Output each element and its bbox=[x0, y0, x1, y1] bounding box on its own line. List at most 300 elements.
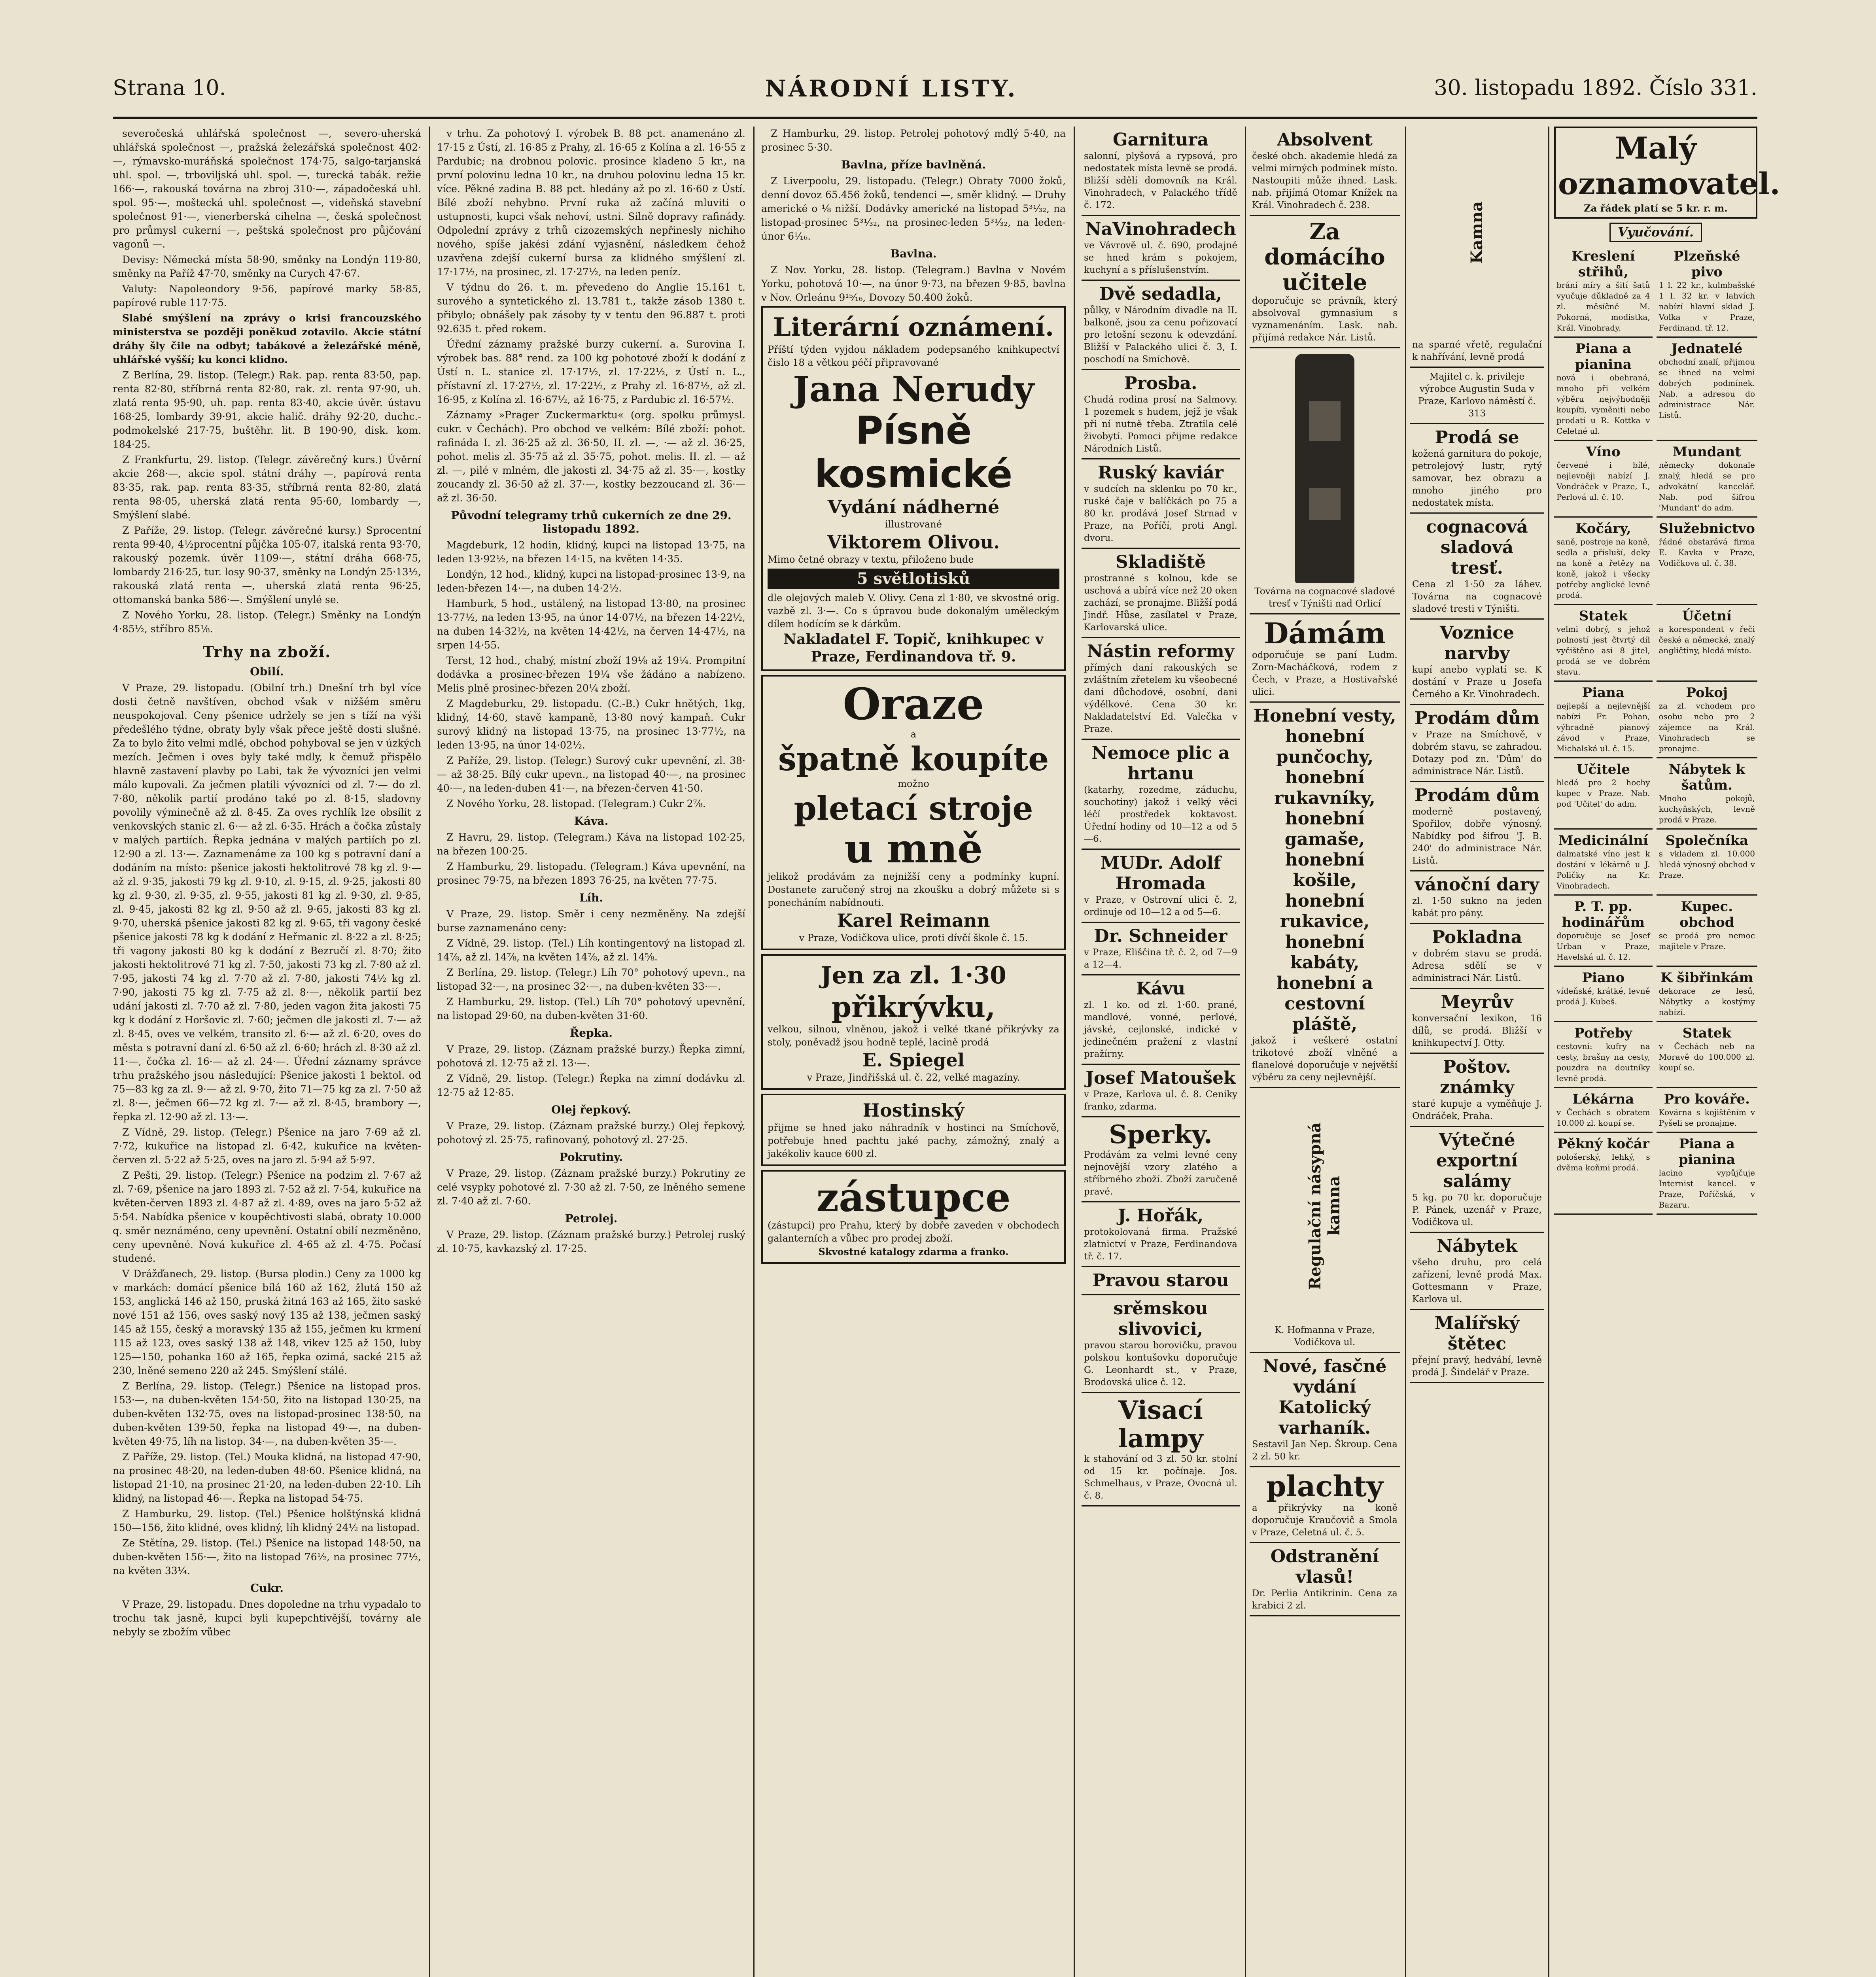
ad-body: doporučuje se Josef Urban v Praze, Havelská ul. č. 12. bbox=[1556, 931, 1650, 962]
classified-ad bbox=[1410, 424, 1544, 514]
paragraph: V Praze, 29. listop. (Záznam pražské burzy.) Olej řepkový, pohotový zl. 25·75, rafinovaný, pohotový zl. 27·25. bbox=[437, 1120, 745, 1145]
ad-title: Služebnictvo bbox=[1659, 521, 1755, 537]
paragraph: Z Nov. Yorku, 28. listop. (Telegram.) Bavlna v Novém Yorku, pohotová 10·—, na únor 9·73, na březen 9·85, bavlna v Nov. Orleánu 9¹⁵⁄₁₆, Dovozy 50.400 žoků. bbox=[761, 264, 1066, 303]
classified-ad bbox=[1410, 1054, 1544, 1127]
paragraph: Slabé smýšlení na zprávy o krisi francouzského ministerstva se později poněkud zotavilo. Akcie státní dráhy šly čile na odbyt; tabákové a železářské méně, uhlářské vyšší; ku konci klidno. bbox=[113, 312, 421, 365]
ad-title: Statek bbox=[1579, 608, 1628, 624]
ad-body: v Praze na Smíchově, v dobrém stavu, se zahradou. Dotazy pod zn. 'Dům' do administrace Nár. Listů. bbox=[1412, 730, 1542, 777]
ad-body: se prodá pro nemoc majitele v Praze. bbox=[1659, 931, 1755, 951]
small-ad bbox=[1657, 338, 1757, 441]
small-ads-rate: Za řádek platí se 5 kr. r. m. bbox=[1584, 202, 1728, 214]
ad-body: ve Vávrově ul. č. 690, prodajné se hned krám s pokojem, kuchyní a s příslušenstvím. bbox=[1084, 240, 1237, 275]
classified-ad bbox=[1082, 216, 1240, 281]
author-name: Jana Nerudy bbox=[793, 369, 1034, 410]
ad-body: a korespondent v řeči české a německé, znalý angličtiny, hledá místo. bbox=[1659, 624, 1755, 655]
ad-title: Pro kováře. bbox=[1664, 1091, 1750, 1107]
small-ad bbox=[1554, 518, 1653, 605]
ad-body: hledá pro 2 hochy kupec v Praze. Nab. pod 'Učitel' do adm. bbox=[1556, 778, 1650, 809]
ad-headline: špatně koupíte bbox=[778, 740, 1049, 778]
classified-ad bbox=[1082, 281, 1240, 370]
ad-body: salonní, plyšová a rypsová, pro nedostatek místa levně se prodá. Bližší sdělí domovník na Král. Vinohradech, v Palackého třídě č. 172. bbox=[1084, 151, 1237, 210]
paragraph: Valuty: Napoleondory 9·56, papírové marky 58·85, papírové ruble 117·75. bbox=[113, 283, 421, 308]
paragraph: Z Hamburku, 29. listopadu. (Telegram.) Káva upevnění, na prosinec 79·75, na březen 1893 76·25, na květen 77·75. bbox=[437, 861, 745, 886]
paragraph: Hamburk, 5 hod., ustálený, na listopad 13·80, na prosinec 13·77½, na leden 13·95, na únor 14·07½, na březen 14·22½, na duben 14·32½, na květen 14·42½, na červen 14·47½, na srpen 14·55. bbox=[437, 598, 745, 651]
ad-body: odporučuje se paní Ludm. Zorn-Macháčková, rodem z Čech, v Praze, a Hostivařské ulici. bbox=[1252, 650, 1398, 697]
ad-title: cognacová sladová tresť. bbox=[1426, 517, 1528, 578]
column-divider bbox=[429, 127, 430, 1977]
ad-text: jelikož prodávám za nejnižší ceny a podmínky kupní. Dostanete zaručený stroj na zkoušku a dobrý můžete si s ponecháním nabídnouti. bbox=[768, 871, 1059, 908]
ad-body: pološerský, lehký, s dvěma koňmi prodá. bbox=[1556, 1152, 1650, 1172]
ad-title: Sperky. bbox=[1109, 1120, 1212, 1149]
classified-ad bbox=[1082, 459, 1240, 549]
classified-ad bbox=[1410, 924, 1544, 989]
paragraph: Terst, 12 hod., chabý, místní zboží 19⅛ až 19¼. Prompitní dodávka a prosinec-březen 19¼ vše žádáno a nabízeno. Melis plně prosinec-březen 20¼ zboží. bbox=[437, 655, 745, 694]
issue-date: 30. listopadu 1892. Číslo 331. bbox=[1433, 75, 1757, 100]
ad-headline: Oraze bbox=[843, 679, 984, 730]
ad-title: Meyrův bbox=[1441, 992, 1513, 1012]
ad-title: Absolvent bbox=[1277, 130, 1373, 150]
ad-title: Piano bbox=[1582, 970, 1625, 986]
ad-body: doporučuje se právník, který absolvoval gymnasium s vyznamenáním. Lask. nab. přijímá redakce Nár. Listů. bbox=[1252, 296, 1398, 343]
classified-ad bbox=[1250, 1467, 1400, 1543]
ad-title: Učitele bbox=[1576, 762, 1630, 777]
small-ad bbox=[1554, 1088, 1653, 1133]
classified-ad bbox=[1082, 370, 1240, 459]
subsection-heading: Petrolej. bbox=[565, 1212, 618, 1225]
ad-title: Dr. Schneider bbox=[1094, 926, 1227, 946]
ad-body: za zl. vchodem pro osobu nebo pro 2 zájemce na Král. Vinohradech se pronajme. bbox=[1659, 701, 1755, 753]
classified-ad bbox=[1250, 614, 1400, 703]
ad-body: konversační lexikon, 16 dílů, se prodá. Bližší v knihkupectví J. Otty. bbox=[1412, 1013, 1542, 1048]
advertiser-name: E. Spiegel bbox=[862, 1049, 965, 1071]
ad-body: pravou starou borovičku, pravou polskou kontušovku doporučuje G. Leonhardt st., v Praze, Brodovská ulice č. 12. bbox=[1084, 1340, 1237, 1387]
agent-ad bbox=[761, 1170, 1066, 1264]
knitting-machine-ad bbox=[761, 675, 1066, 950]
ad-title: Jednatelé bbox=[1671, 341, 1743, 357]
paragraph: Z Hamburku, 29. listop. (Tel.) Pšenice holštýnská klidná 150—156, žito klidné, oves klidný, líh klidný 24½ na listopad. bbox=[113, 1508, 421, 1533]
ad-title: Nástin reformy bbox=[1087, 641, 1235, 662]
column-divider bbox=[753, 127, 755, 1977]
small-ad bbox=[1554, 441, 1653, 518]
ad-body: nejlepší a nejlevnější nabízí Fr. Pohan, výhradně pianový závod v Praze, Michalská ul. č. 15. bbox=[1556, 701, 1650, 753]
paragraph: Záznamy »Prager Zuckermarktu« (org. spolku průmysl. cukr. v Čechách). Pro obchod ve velkém: Bílé zboží: pohot. rafináda I. zl. 36·25 až zl. 36·50, II. zl. —, ·— až zl. 36·25, pohot. melis zl. 35·75 až zl. 35·75, pohot. melis. II. zl. — až zl. —, pilé v mlném, dle jakosti zl. 34·75 až zl. 35·—, kostky zoucandy zl. 36·50 až zl. 37·—, kostky bezzoucand zl. 36·— až zl. 36·50. bbox=[437, 409, 745, 504]
paragraph: Z Frankfurtu, 29. listop. (Telegr. závěrečný kurs.) Úvěrní akcie 268·—, akcie spol. státní dráhy —, papírová renta 83·35, rak. pap. renta 83·35, stříbrná renta 82·80, zlatá renta 98·05, uherská zlatá renta 95·60, lombardy —, Smýšlení slabé. bbox=[113, 454, 421, 521]
paragraph: Úřední záznamy pražské burzy cukerní. a. Surovina I. výrobek bas. 88° rend. za 100 kg pohotové zboží k dodání z Ústí n. L. stanice zl. 17·17½, zl. 17·22½, z Ústí n. L., přístavní zl. 17·27½, zl. 17·22½, z Prahy zl. 16·87½, až zl. 16·95, z Kolína zl. 16·67½, až 16·75, z Pardubic zl. 16·57½. bbox=[437, 338, 745, 405]
ad-word: možno bbox=[898, 778, 929, 789]
illustrator-name: Viktorem Olivou. bbox=[827, 531, 1000, 553]
ad-body: v Praze, v Ostrovní ulici č. 2, ordinuje od 10—12 a od 5—6. bbox=[1084, 895, 1237, 917]
ad-body: kupí anebo vyplatí se. K dostání v Praze u Josefa Černého a Kr. Vinohradech. bbox=[1412, 665, 1542, 699]
paragraph: Londýn, 12 hod., klidný, kupci na listopad-prosinec 13·9, na leden-březen 14·—, na duben 14·2½. bbox=[437, 569, 745, 594]
subsection-heading: Pokrutiny. bbox=[559, 1151, 623, 1164]
advertiser-name: Karel Reimann bbox=[837, 910, 990, 931]
ad-body: půlky, v Národním divadle na II. balkoně, jsou za cenu pořizovací pro letošní sezonu k odevzdání. Bližší v Palackého ulici č. 3, I. poschodí na Smíchově. bbox=[1084, 305, 1237, 365]
ad-title: Pokoj bbox=[1686, 685, 1728, 701]
paragraph: Ze Stětína, 29. listop. (Tel.) Pšenice na listopad 148·50, na duben-květen 156·—, žito na listopad 76½, na prosinec 77½, na květen 33¼. bbox=[113, 1537, 421, 1576]
ad-body: obchodní znalí, přijmou se ihned na velmi dobrých podmínek. Nab. a adresou do administrace Nár. Listů. bbox=[1659, 357, 1755, 420]
ad-title: Kávu bbox=[1136, 979, 1186, 999]
stove-caption: Regulační násypná kamna bbox=[1306, 1122, 1343, 1290]
ad-title: Pěkný kočár bbox=[1557, 1136, 1649, 1152]
ad-title: Továrna na cognacové sladové tresť v Týništi nad Orlicí bbox=[1254, 586, 1395, 609]
ad-body: staré kupuje a vyměňuje J. Ondráček, Praha. bbox=[1412, 1099, 1542, 1121]
ad-body: přímých daní rakouských se zvláštním zřetelem ku všeobecné dani důchodové, osobní, dani výdělkové. Cena 30 kr. Nakladatelství Ed. Valečka v Praze. bbox=[1084, 663, 1237, 734]
subsection-heading: Řepka. bbox=[570, 1026, 613, 1040]
ad-title: Odstranění vlasů! bbox=[1270, 1546, 1379, 1587]
ad-title: srěmskou slivovici, bbox=[1113, 1298, 1208, 1339]
ad-title: Josef Matoušek bbox=[1086, 1068, 1236, 1088]
ad-body: v Čechách s obratem 10.000 zl. koupí se. bbox=[1556, 1108, 1650, 1128]
ad-body: vídeňské, krátké, levně prodá J. Kubeš. bbox=[1556, 986, 1650, 1006]
ad-title: Za domácího učitele bbox=[1264, 219, 1385, 295]
ad-title: NaVinohradech bbox=[1085, 219, 1236, 239]
classified-ad bbox=[1082, 1393, 1240, 1506]
ad-title: P. T. pp. hodinářům bbox=[1562, 899, 1645, 930]
ad-body: Mnoho pokojů, kuchyňských, levně prodá v Praze. bbox=[1659, 794, 1755, 824]
small-ad bbox=[1554, 1133, 1653, 1215]
ad-body: a přikrývky na koně doporučuje Kraučovič a Smola v Praze, Celetná ul. č. 5. bbox=[1252, 1503, 1398, 1538]
paragraph: Z Paříže, 29. listop. (Tel.) Mouka klidná, na listopad 47·90, na prosinec 48·20, na leden-duben 48·60. Pšenice klidná, na listopad 21·10, na prosinec 21·20, na leden-duben 22·10. Líh klidný, na listopad 46·—. Řepka na listopad 54·75. bbox=[113, 1451, 421, 1504]
ad-body: přejní pravý, hedvábí, levně prodá J. Šindelář v Praze. bbox=[1412, 1355, 1542, 1378]
ad-body: saně, postroje na koně, sedla a přísluší, deky na koně a řetězy na koně, jakož i všecky potřeby anglické levně prodá. bbox=[1556, 537, 1650, 600]
paragraph: Z Vídně, 29. listop. (Telegr.) Pšenice na jaro 7·69 až zl. 7·72, kukuřice na listopad zl. 6·42, kukuřice na květen-červen zl. 5·22 až 5·25, oves na jaro zl. 5·94 až 5·97. bbox=[113, 1126, 421, 1166]
plates-banner: 5 světlotisků bbox=[768, 569, 1059, 589]
paragraph: Z Havru, 29. listop. (Telegram.) Káva na listopad 102·25, na březen 100·25. bbox=[437, 832, 745, 857]
ad-title: Prodám dům bbox=[1414, 708, 1540, 728]
ad-body: lacino vypůjčuje Internist kancel. v Praze, Poříčská, v Bazaru. bbox=[1659, 1168, 1755, 1210]
ad-text: Skvostné katalogy zdarma a franko. bbox=[818, 1246, 1009, 1257]
literary-title: Literární oznámení. bbox=[773, 312, 1054, 342]
subsection-heading: Bavlna. bbox=[890, 247, 937, 260]
classified-ad bbox=[1082, 740, 1240, 850]
small-ad bbox=[1657, 245, 1757, 338]
ad-body: v Praze, Karlova ul. č. 8. Ceníky franko, zdarma. bbox=[1084, 1089, 1237, 1112]
edition-note: Vydání nádherné bbox=[827, 496, 1000, 518]
ad-word: a bbox=[910, 729, 917, 740]
column-divider bbox=[1548, 127, 1549, 1977]
ad-title: Společníka bbox=[1665, 833, 1749, 849]
ad-body: Cena zl 1·50 za láhev. Továrna na cognacové sladové tresti v Týništi. bbox=[1412, 579, 1542, 614]
small-ad bbox=[1554, 830, 1653, 896]
ad-title: Plzeňské pivo bbox=[1674, 248, 1740, 280]
ad-title: J. Hořák, bbox=[1118, 1206, 1204, 1226]
book-text: dle olejových maleb V. Olivy. Cena zl 1·80, ve skvostné orig. vazbě zl. 3·—. Co s úpravou bude dokonalým uměleckým dílem hodícím se k dárkům. bbox=[768, 592, 1059, 629]
ad-title: Mundant bbox=[1672, 444, 1741, 460]
ad-body: nová i obehraná, mnoho při velkém výběru nejvýhodněji koupíti, vyměniti nebo prodati u R. Kottka v Celetné ul. bbox=[1556, 373, 1650, 436]
ad-headline: pletací stroje bbox=[794, 790, 1033, 828]
paragraph: Z Berlína, 29. listop. (Telegr.) Rak. pap. renta 83·50, pap. renta 82·80, stříbrná renta 82·80, rak. zl. renta 97·90, uh. zlatá renta 95·90, uh. pap. renta 83·40, akcie úvěr. ústavu 168·25, lombardy 39·91, akcie halič. dráhy 92·20, duchc.-podmokelské 217·75, buštěhr. lit. B 190·90, disk. kom. 184·25. bbox=[113, 369, 421, 450]
ad-body: Prodávám za velmi levné ceny nejnovější vzory zlatého a stříbrného zboží. Zboží zaručeně pravé. bbox=[1084, 1150, 1237, 1197]
paragraph: Z Vídně, 29. listop. (Tel.) Líh kontingentový na listopad zl. 14⅞, až zl. 14⅞, na květen 14⅞, až zl. 14⅝. bbox=[437, 937, 745, 963]
stove-illustration-block bbox=[1410, 127, 1544, 368]
classified-ad bbox=[1250, 216, 1400, 348]
ad-title: Nábytek bbox=[1437, 1236, 1517, 1256]
paragraph: V Drážďanech, 29. listop. (Bursa plodin.) Ceny za 1000 kg v markách: domácí pšenice bílá 160 až 162, žlutá 150 až 153, anglická 146 až 150, pruská žitná 163 až 165, žito saské nové 151 až 156, oves saský nový 135 až 138, ječmen saský 145 až 155, český a moravský 135 až 155, ječmen ku krmení 115 až 123, oves saský 138 až 148, vikev 125 až 150, luby 125—150, pohanka 160 až 165, řepka ozimá, sacké 215 až 230, lněné semeno 220 až 245. Smýšlení stálé. bbox=[113, 1268, 421, 1376]
small-ads-title: Malý oznamovatel. bbox=[1558, 130, 1780, 201]
classified-ad bbox=[1410, 620, 1544, 705]
classified-ad bbox=[1410, 705, 1544, 782]
ad-body: Chudá rodina prosí na Salmovy. 1 pozemek s hudem, jejž je však při ní nutně třeba. Ztratila celé živobytí. Pomoci přijme redakce Národních Listů. bbox=[1084, 395, 1237, 454]
ad-body: v Čechách neb na Moravě do 100.000 zl. koupí se. bbox=[1659, 1041, 1755, 1072]
ad-body: brání míry a šití šatů vyučuje důkladně za 4 zl. měsíčně M. Pokorná, modistka, Král. Vinohrady. bbox=[1556, 280, 1650, 333]
ad-title: K šibřinkám bbox=[1660, 970, 1753, 986]
subsection-heading: Původní telegramy trhů cukerních ze dne 29. listopadu 1892. bbox=[451, 509, 732, 535]
classified-ad bbox=[1082, 1267, 1240, 1295]
category-label: Vyučování. bbox=[1609, 223, 1702, 242]
paragraph: Z Hamburku, 29. listop. (Tel.) Líh 70° pohotový upevnění, na listopad 29·60, na duben-květen 31·60. bbox=[437, 996, 745, 1021]
publisher: Nakladatel F. Topič, knihkupec v Praze, Ferdinandova tř. 9. bbox=[783, 631, 1044, 665]
ad-title: Prodá se bbox=[1435, 427, 1519, 448]
ad-headline: přikrývku, bbox=[831, 990, 996, 1024]
ad-title: Voznice narvby bbox=[1440, 623, 1514, 663]
classified-ad bbox=[1410, 1310, 1544, 1383]
ad-title: Pokladna bbox=[1432, 927, 1522, 947]
paragraph: V Praze, 29. listopadu. (Obilní trh.) Dnešní trh byl více dosti četně navštíven, obchod však v nižšém směru neuspokojoval. Ceny pšenice udržely se jen s tíží na výši předešlého týdne, obraty byly však přece ještě dosti slušné. Za to bylo žito velmi mdlé, obchod pohyboval se jen v úzkých mezích. Ječmen i oves byly také mdly, k čemuž přispělo hlavně zastavení plavby po Labi, tak že vývozníci jen velmi málo kupovali. Za ječmen platili vývozníci od zl. 7·— do zl. 7·80, několik partií prodáno také po zl. 8·15, sladovny povolily výminečně až zl. 8·45. Za oves rychlík lze obsílit z venkovských stanic zl. 6·— až zl. 6·35. Hrách a čočka zůstaly v malých partiích. Řepka jednána v malých partiích po zl. 12·90 a zl. 13·—. Zaznamenáme za 100 kg s potravní daní a dodáním na místo: pšenice jakosti hektolitrové 78 kg zl. 9·— až zl. 9·35, jakosti 79 kg zl. 9·10, zl. 9·15, zl. 9·25, jakosti 80 kg zl. 9·30, zl. 9·35, zl. 9·55, jakosti 81 kg zl. 9·30, zl. 9·85, zl. 9·45, jakosti 82 kg zl. 9·50 až zl. 9·65, jakosti 83 kg zl. 9·70, uherská pšenice jakosti 82 kg zl. 9·65, tři vagony české pšenice jakosti 78 kg k dodání z Heřmanic zl. 8·22 a zl. 8·25; tři vagony jakosti 80 kg k dodání z Bezručí zl. 8·70; žito jakosti hektolitrové 71 kg zl. 7·50, jakosti 73 kg zl. 7·80 až zl. 7·95, jakosti 74 kg zl. 7·70 až zl. 7·80, jakosti 74½ kg zl. 7·90, jakosti 75 kg zl. 7·75 až zl. 8·—, několik partií bez udání jakosti zl. 7·70 až zl. 7·80, jeden vagon žita jakosti 75 kg k dodání z Horšovic zl. 7·60; ječmen dle jakosti zl. 7·— až zl. 8·45, oves ve velkém, transito zl. 6·— až zl. 6·20, oves do města s potravní daní zl. 6·50 až zl. 6·60; hrách zl. 8·30 až zl. 11·—, čočka zl. 16·— až zl. 24·—. Úřední záznamy správce trhu pražského jsou následující: Pšenice jakosti 1 bektol. od 75—83 kg za zl. 9·— až zl. 9·70, žito 71—75 kg za zl. 7·50 až zl. 8·—, ječmen 66—72 kg zl. 7·— až zl. 8·45, brambory —, řepka zl. 12·90 až zl. 13·—. bbox=[113, 682, 421, 1123]
column-markets-1 bbox=[113, 127, 421, 1977]
small-ad bbox=[1554, 896, 1653, 967]
subsection-heading: Líh. bbox=[579, 891, 603, 904]
ad-title: Nové, fasčné vydání Katolický varhaník. bbox=[1263, 1356, 1387, 1438]
ad-title: Honební vesty, honební punčochy, honební rukavníky, honební gamaše, honební košile, honební rukavice, honební kabáty, honební a cestovní pláště, bbox=[1253, 706, 1396, 1034]
classified-ad bbox=[1250, 703, 1400, 1088]
small-ads-masthead bbox=[1554, 127, 1780, 219]
classified-ad bbox=[1082, 1117, 1240, 1202]
ad-title: Kreslení střihů, bbox=[1572, 248, 1635, 280]
ad-headline: Jen za zl. 1·30 bbox=[821, 962, 1006, 989]
small-ad bbox=[1657, 682, 1757, 758]
ad-title: Piana bbox=[1582, 685, 1624, 701]
ad-title: Účetní bbox=[1682, 608, 1732, 624]
ad-body: Kovárna s kojištěním v Pyšeli se pronajme. bbox=[1659, 1108, 1755, 1128]
ad-body: dalmatské víno jest k dostání v lékárně u J. Poličky na Kr. Vinohradech. bbox=[1556, 849, 1650, 890]
classified-ad bbox=[1410, 871, 1544, 924]
paragraph: Devisy: Německá místa 58·90, směnky na Londýn 119·80, směnky na Paříž 47·70, směnky na Curych 47·67. bbox=[113, 254, 421, 279]
ad-title: Visací lampy bbox=[1118, 1395, 1203, 1453]
ad-title: Dvě sedadla, bbox=[1099, 284, 1222, 304]
ad-title: Statek bbox=[1682, 1025, 1731, 1041]
ad-title: Kočáry, bbox=[1575, 521, 1631, 537]
ad-body: kožená garnitura do pokoje, petrolejový lustr, rytý samovar, bez obrazu a mnoho jiného pro nedostatek místa. bbox=[1412, 449, 1542, 508]
column-divider bbox=[1245, 127, 1246, 1977]
literary-announcement bbox=[761, 306, 1066, 671]
ad-body: zl. 1 ko. od zl. 1·60. prané, mandlové, vonné, perlové, jávské, cejlonské, indické v jedinečném pražení z vlastní pražírny. bbox=[1084, 1000, 1237, 1059]
ad-body: německy dokonale znalý, hledá se pro advokátní kancelář. Nab. pod šifrou 'Mundant' do adm. bbox=[1659, 460, 1755, 512]
header-rule bbox=[113, 117, 1757, 119]
small-ad bbox=[1657, 758, 1757, 830]
classified-ad bbox=[1410, 368, 1544, 424]
ad-body: velmi dobrý, s jehož polností jest čtvrtý díl vyčištěno asi 8 jitel, prodá se ve dobrém stavu. bbox=[1556, 624, 1650, 677]
stove-caption: Kamna bbox=[1468, 201, 1486, 264]
paragraph: Z Hamburku, 29. listop. Petrolej pohotový mdlý 5·40, na prosinec 5·30. bbox=[761, 128, 1066, 153]
ad-title: Ruský kaviár bbox=[1098, 463, 1224, 483]
ad-title: Medicinální bbox=[1558, 833, 1648, 849]
ad-headline: zástupce bbox=[816, 1174, 1011, 1221]
subsection-heading: Obilí. bbox=[250, 665, 284, 678]
classified-ad bbox=[1410, 989, 1544, 1054]
ad-title: vánoční dary bbox=[1415, 875, 1539, 895]
ad-body: moderně postavený, Spořilov, dobře výnosný. Nabídky pod šifrou 'J. B. 240' do administrace Nár. Listů. bbox=[1412, 807, 1542, 866]
small-ad bbox=[1554, 967, 1653, 1022]
ad-title: Pravou starou bbox=[1092, 1270, 1229, 1291]
classified-ad bbox=[1082, 1295, 1240, 1393]
classified-ad bbox=[1410, 514, 1544, 620]
column-divider bbox=[1405, 127, 1406, 1977]
small-ad bbox=[1657, 1088, 1757, 1133]
ad-title: Majitel c. k. privileje výrobce Augustin Suda v Praze, Karlovo náměstí č. 313 bbox=[1418, 372, 1536, 419]
ad-title: Potřeby bbox=[1574, 1025, 1632, 1041]
classified-ad bbox=[1082, 923, 1240, 975]
ad-title: Garnitura bbox=[1113, 130, 1208, 150]
classified-ad bbox=[1410, 1233, 1544, 1310]
advertiser-address: v Praze, Vodičkova ulice, proti dívčí škole č. 15. bbox=[799, 932, 1028, 943]
ad-body: v dobrém stavu se prodá. Adresa sdělí se v administraci Nár. Listů. bbox=[1412, 949, 1542, 983]
small-ad bbox=[1657, 967, 1757, 1022]
page-number: Strana 10. bbox=[113, 75, 226, 100]
book-title: Písně kosmické bbox=[814, 408, 1013, 496]
paragraph: Z Paříže, 29. listop. (Telegr.) Surový cukr upevnění, zl. 38·— až 38·25. Bílý cukr upevn., na listopad 40·—, na prosinec 40·—, na leden-duben 41·—, na březen-červen 41·50. bbox=[437, 755, 745, 794]
masthead: NÁRODNÍ LISTY. bbox=[765, 75, 1018, 102]
innkeeper-ad bbox=[761, 1094, 1066, 1166]
stove-illustration-block bbox=[1250, 348, 1400, 614]
small-ad bbox=[1657, 896, 1757, 967]
paragraph: Z Nového Yorku, 28. listop. (Telegr.) Směnky na Londýn 4·85½, stříbro 85⅛. bbox=[113, 609, 421, 635]
small-ad bbox=[1657, 1022, 1757, 1088]
small-ad bbox=[1554, 338, 1653, 441]
classified-ad bbox=[1410, 782, 1544, 871]
category-label-wrap bbox=[1554, 223, 1757, 242]
ad-headline: Hostinský bbox=[862, 1100, 964, 1121]
advertiser-address: v Praze, Jindřišská ul. č. 22, velké magazíny. bbox=[807, 1072, 1020, 1083]
paragraph: Z Vídně, 29. listop. (Telegr.) Řepka na zimní dodávku zl. 12·75 až 12·85. bbox=[437, 1073, 745, 1098]
ad-title: Malířský štětec bbox=[1434, 1313, 1520, 1354]
small-ad bbox=[1554, 245, 1653, 338]
subsection-heading: Bavlna, příze bavlněná. bbox=[841, 158, 986, 171]
subsection-heading: Olej řepkový. bbox=[551, 1103, 631, 1116]
ad-body: zl. 1·50 sukno na jeden kabát pro pány. bbox=[1412, 896, 1542, 919]
small-ad bbox=[1657, 605, 1757, 682]
ad-body: v sudcích na sklenku po 70 kr., ruské čaje v balíčkách po 75 a 80 kr. prodává Josef Strnad v Praze, na Poříčí, proti Angl. dvoru. bbox=[1084, 484, 1237, 543]
classified-ad bbox=[1082, 1065, 1240, 1117]
paragraph: Z Berlína, 29. listop. (Telegr.) Líh 70° pohotový upevn., na listopad 32·—, na prosinec 32·—, na duben-květen 33·—. bbox=[437, 967, 745, 992]
ad-title: Kupec. obchod bbox=[1679, 899, 1734, 930]
paragraph: V Praze, 29. listop. Směr i ceny nezměněny. Na zdejší burse zaznamenáno ceny: bbox=[437, 908, 745, 934]
classified-ad bbox=[1082, 850, 1240, 923]
classified-ad bbox=[1082, 127, 1240, 216]
ad-body: protokolovaná firma. Pražské zlatnictví v Praze, Ferdinandova tř. č. 17. bbox=[1084, 1227, 1237, 1262]
ad-body: cestovní: kufry na cesty, brašny na cesty, pouzdra na doutníky levně prodá. bbox=[1556, 1041, 1650, 1083]
ad-title: Nábytek k šatům. bbox=[1668, 762, 1745, 793]
small-ad bbox=[1657, 441, 1757, 518]
paragraph: V Praze, 29. listop. (Záznam pražské burzy.) Pokrutiny ze celé vsypky pohotové zl. 7·30 až zl. 7·50, ze lněného semene zl. 7·40 až zl. 7·60. bbox=[437, 1168, 745, 1207]
paragraph: Z Berlína, 29. listop. (Telegr.) Pšenice na listopad pros. 153·—, na duben-květen 154·50, žito na listopad 130·25, na duben-květen 132·75, oves na listopad-prosinec 138·50, na duben-květen 139·50, řepka na listopad 49·—, na duben-květen 49·75, líh na listop. 34·—, na duben-květen 35·—. bbox=[113, 1380, 421, 1447]
classified-ad bbox=[1082, 1202, 1240, 1267]
ad-title: Poštov. známky bbox=[1439, 1057, 1515, 1098]
blanket-ad bbox=[761, 954, 1066, 1090]
ad-body: české obch. akademie hledá za velmi mírných podmínek místo. Nastoupiti může ihned. Lask. nab. přijímá Otomar Knížek na Král. Vinohradech č. 238. bbox=[1252, 151, 1398, 210]
stove-image bbox=[1295, 354, 1354, 583]
ad-headline: u mně bbox=[844, 825, 983, 872]
ad-body: s vkladem zl. 10.000 hledá výnosný obchod v Praze. bbox=[1659, 849, 1755, 880]
paragraph: severočeská uhlářská společnost —, severo-uherská uhlářská společnost —, pražská železářská společnost 402·—, rýmavsko-muráňská společnost 174·75, salgo-tarjanská uhl. spol. —, trboviljská uhl. spol. —, turecká tabák. režie 166·—, rakouská továrna na zbroj 310·—, západočeská uhl. spol. 95·—, moštecká uhl. společnost —, videňská stavební společnost 91·—, vienerberská cihelna —, česká společnost pro průmysl cukerní —, peštská společnost pro půjčování vagonů —. bbox=[113, 128, 421, 250]
paragraph: Z Paříže, 29. listop. (Telegr. závěrečné kursy.) Sprocentní renta 99·40, 4½procentní půjčka 105·07, italská renta 93·70, rakouský pozemk. úvěr 1109·—, státní dráha 668·75, lombardy 216·25, tur. losy 90·37, směnky na Londýn 25·13½, rakouská zlatá renta —, uherská zlatá renta 96·25, ottomanská banka 586·—. Smýšlení unylé se. bbox=[113, 525, 421, 605]
ad-body: na sparné vřetě, regulační k nahřívání, levně prodá bbox=[1412, 340, 1542, 362]
ad-body: červené i bílé, nejlevněji nabízí J. Vondráček v Praze, I., Perlová ul. č. 10. bbox=[1556, 460, 1650, 502]
classified-ad bbox=[1250, 1543, 1400, 1616]
paragraph: Magdeburk, 12 hodin, klidný, kupci na listopad 13·75, na leden 13·92½, na březen 14·15, na květen 14·35. bbox=[437, 539, 745, 565]
paragraph: V Praze, 29. listopadu. Dnes dopoledne na trhu vypadalo to trochu tak jasně, kupci byli kupepchtivější, továrny ale nebyly se zbožím vůbec bbox=[113, 1599, 421, 1638]
classified-ad bbox=[1082, 975, 1240, 1065]
paragraph: V Praze, 29. listop. (Záznam pražské burzy.) Petrolej ruský zl. 10·75, kavkazský zl. 17·25. bbox=[437, 1229, 745, 1254]
paragraph: V týdnu do 26. t. m. převedeno do Anglie 15.161 t. surového a syntetického zl. 13.781 t., takže zásob 1380 t. přibylo; obnášely pak zásoby ty v tentu den 96.887 t. proti 92.635 t. před rokem. bbox=[437, 282, 745, 335]
ad-title: Výtečné exportní salámy bbox=[1436, 1130, 1518, 1191]
classified-ad bbox=[1250, 1353, 1400, 1467]
column-ads-6 bbox=[1410, 127, 1544, 1977]
classified-ad bbox=[1410, 1127, 1544, 1233]
small-ad bbox=[1657, 518, 1757, 605]
ad-title: Prodám dům bbox=[1414, 785, 1540, 805]
ad-body: prostranné s kolnou, kde se uschová a ubírá více než 20 oken zachází, se pronajme. Bližší podá Jindř. Hůse, zasílatel v Praze, Karlovarská ulice. bbox=[1084, 573, 1237, 633]
ad-text: velkou, silnou, vlněnou, jakož i velké tkané přikrývky za stoly, poněvadž jsou hodně teplé, lacině prodá bbox=[768, 1024, 1059, 1048]
section-heading: Trhy na zboží. bbox=[202, 643, 331, 661]
ad-body: dekorace ze lesů, Nábytky a kostýmy nabízí. bbox=[1659, 986, 1755, 1017]
ad-title: Piana a pianina bbox=[1575, 341, 1632, 372]
ad-body: Dr. Perlia Antikrinin. Cena za krabici 2 zl. bbox=[1252, 1588, 1398, 1611]
ad-title: plachty bbox=[1266, 1469, 1383, 1503]
ad-title: Piana a pianina bbox=[1678, 1136, 1735, 1168]
column-ads-4 bbox=[1082, 127, 1240, 1977]
ad-title: Víno bbox=[1586, 444, 1621, 460]
ad-title: Prosba. bbox=[1124, 373, 1197, 393]
ad-body: všeho druhu, pro celá zařízení, levně prodá Max. Gottesmann v Praze, Karlova ul. bbox=[1412, 1257, 1542, 1304]
ad-title: Dámám bbox=[1263, 616, 1386, 650]
paragraph: Z Liverpoolu, 29. listopadu. (Telegr.) Obraty 7000 žoků, denní dovoz 65.456 žoků, tendenci —, směr klidný. — Druhy americké o ⅛ nižší. Dodávky americké na listopad 5³¹⁄₃₂, na listopad-prosinec 5³¹⁄₃₂, na prosinec-leden 5³¹⁄₃₂, na leden-únor 6¹⁄₁₆. bbox=[761, 175, 1066, 242]
column-ads-literary bbox=[761, 127, 1066, 1977]
paragraph: v trhu. Za pohotový I. výrobek B. 88 pct. anamenáno zl. 17·15 z Ústí, zl. 16·85 z Prahy, zl. 16·65 z Kolína a zl. 16·55 z Pardubic; na drobnou polovic. prosince kladeno 5 kr., na první polovinu ledna 10 kr., na druhou polovinu ledna 15 kr. více. Pěkné zadina B. 88 pct. hledány až po zl. 16·60 z Ústí. Bílé zboží nehybno. První ruka až začíná mluviti o ustupnosti, kupci však nehoví, ustni. Silně dopravy rafinády. Odpolední zprávy z trhů cizozemských nepřinesly nichiho nového, spíše jakési zdání vyjasnění, následkem čehož uzavřena zdejší cukerní bursa za klidného smýšlení zl. 17·17½, na prosinec, zl. 17·27½, na leden peníz. bbox=[437, 128, 745, 278]
column-ads-5 bbox=[1250, 127, 1400, 1977]
ad-title: MUDr. Adolf Hromada bbox=[1100, 853, 1221, 894]
subsection-heading: Káva. bbox=[574, 815, 609, 828]
column-small-ads bbox=[1554, 127, 1780, 1977]
ad-body: Sestavil Jan Nep. Škroup. Cena 2 zl. 50 kr. bbox=[1252, 1439, 1398, 1462]
ad-body: jakož i veškeré ostatní trikotové zboží vlněné a flanelové doporučuje v největší výběru za ceny nejlevnější. bbox=[1252, 1036, 1398, 1083]
book-text: Mimo četné obrazy v textu, přiloženo bude bbox=[768, 554, 974, 565]
paragraph: Z Magdeburku, 29. listopadu. (C.-B.) Cukr hnětých, 1kg, klidný, 14·60, stavě kampaně, 13·80 nový kampaň. Cukr surový klidný na listopad 13·75, na prosinec 13·77½, na leden 13·95, na únor 14·02½. bbox=[437, 698, 745, 751]
small-ad bbox=[1554, 758, 1653, 830]
ad-body: K. Hofmanna v Praze, Vodičkova ul. bbox=[1275, 1325, 1375, 1348]
ad-body: k stahování od 3 zl. 50 kr. stolní od 15 kr. počínaje. Jos. Schmelhaus, v Praze, Ovocná ul. č. 8. bbox=[1084, 1454, 1237, 1501]
ad-text: (zástupci) pro Prahu, který by dobře zaveden v obchodech galanterních a vůbec pro prodej zboží. bbox=[768, 1220, 1059, 1244]
subsection-heading: Cukr. bbox=[250, 1582, 284, 1595]
ad-text: přijme se hned jako náhradník v hostinci na Smíchově, potřebuje hned pachtu jaké pachy, zámožný, znalý a jakékoliv kauce 600 zl. bbox=[768, 1122, 1059, 1159]
column-divider bbox=[1074, 127, 1075, 1977]
classified-ad bbox=[1082, 549, 1240, 638]
small-ads-grid bbox=[1554, 245, 1757, 1215]
small-ad bbox=[1657, 1133, 1757, 1215]
ad-body: řádné obstarává firma E. Kavka v Praze, Vodičkova ul. č. 38. bbox=[1659, 537, 1755, 568]
literary-text: Příští týden vyjdou nákladem podepsaného knihkupectví čislo 18 a větkou péčí připravované bbox=[768, 344, 1059, 368]
column-markets-2 bbox=[437, 127, 745, 1977]
small-ad bbox=[1554, 605, 1653, 682]
ad-title: Lékárna bbox=[1572, 1091, 1634, 1107]
ad-body: v Praze, Eliščina tř. č. 2, od 7—9 a 12—4. bbox=[1084, 947, 1237, 970]
classified-ad bbox=[1250, 127, 1400, 216]
ad-body: 1 l. 22 kr., kulmbašské 1 l. 32 kr. v lahvích nabízí hlavní sklad J. Volka v Praze, Ferdinand. tř. 12. bbox=[1659, 280, 1755, 333]
stove-illustration-block bbox=[1250, 1088, 1400, 1353]
illustrated-note: illustrované bbox=[885, 519, 942, 530]
paragraph: Z Pešti, 29. listop. (Telegr.) Pšenice na podzim zl. 7·67 až zl. 7·69, pšenice na jaro 1893 zl. 7·52 až zl. 7·54, kukuřice na květen-červen 1893 zl. 4·87 až zl. 4·89, oves na jaro 5·52 až 5·54. Nabídka pšenice v koupěchtivosti slabá, obraty 10.000 q. směr neznáméno, ceny upevnění. Ostatní obilí nezměněno, ceny upevněné. Nová kukuřice zl. 4·65 až zl. 4·75. Počasí studené. bbox=[113, 1170, 421, 1264]
small-ad bbox=[1657, 830, 1757, 896]
ad-body: 5 kg. po 70 kr. doporučuje P. Pánek, uzenář v Praze, Vodičkova ul. bbox=[1412, 1193, 1542, 1227]
